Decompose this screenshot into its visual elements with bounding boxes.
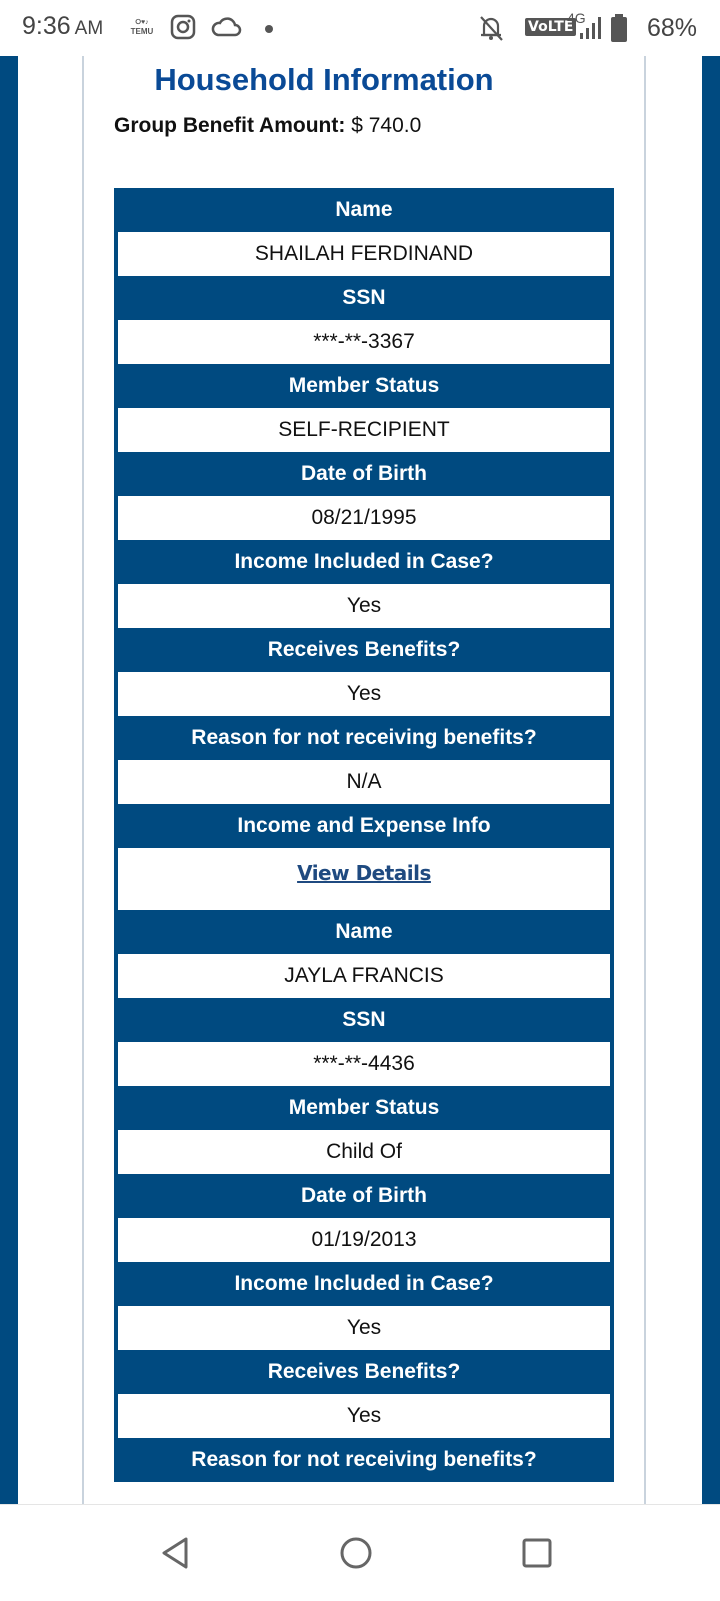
member-status-value: SELF-RECIPIENT: [114, 408, 614, 452]
reason-value: N/A: [114, 760, 614, 804]
cloud-icon: [210, 13, 242, 41]
receives-benefits-header: Receives Benefits?: [114, 628, 614, 672]
group-benefit-value: $ 740.0: [351, 114, 422, 137]
home-circle-icon[interactable]: [338, 1535, 374, 1571]
status-time-value: 9:36: [22, 12, 71, 40]
receives-benefits-value: Yes: [114, 672, 614, 716]
receives-benefits-header: Receives Benefits?: [114, 1350, 614, 1394]
battery-percent: 68%: [647, 14, 698, 42]
content-divider-right: [644, 56, 646, 1504]
group-benefit-label: Group Benefit Amount:: [114, 114, 346, 137]
income-expense-row: [114, 848, 614, 910]
temu-label: TEMU: [130, 27, 154, 36]
member-status-value: Child Of: [114, 1130, 614, 1174]
status-bar: [0, 0, 720, 56]
name-value: SHAILAH FERDINAND: [114, 232, 614, 276]
recents-square-icon[interactable]: [520, 1535, 554, 1571]
income-included-header: Income Included in Case?: [114, 540, 614, 584]
reason-header: Reason for not receiving benefits?: [114, 716, 614, 760]
dob-value: 01/19/2013: [114, 1218, 614, 1262]
signal-icon: [578, 13, 606, 41]
income-included-header: Income Included in Case?: [114, 1262, 614, 1306]
receives-benefits-value: Yes: [114, 1394, 614, 1438]
network-gen-label: 4G: [567, 10, 586, 26]
ssn-value: ***-**-4436: [114, 1042, 614, 1086]
income-included-value: Yes: [114, 584, 614, 628]
mute-bell-icon: [478, 13, 504, 43]
left-page-border: [0, 56, 18, 1504]
back-triangle-icon[interactable]: [158, 1535, 192, 1571]
name-header: Name: [114, 188, 614, 232]
volte-badge: VoLTE: [525, 18, 576, 36]
status-time-ampm: AM: [74, 18, 104, 39]
right-page-border: [702, 56, 720, 1504]
status-time: [22, 12, 103, 41]
name-value: JAYLA FRANCIS: [114, 954, 614, 998]
temu-notification-icon: ⭘♥♪ TEMU: [124, 18, 160, 38]
income-expense-header: Income and Expense Info: [114, 804, 614, 848]
content-divider-left: [82, 56, 84, 1504]
name-header: Name: [114, 910, 614, 954]
ssn-header: SSN: [114, 276, 614, 320]
instagram-icon: [170, 13, 196, 41]
household-table: [114, 188, 614, 1482]
income-included-value: Yes: [114, 1306, 614, 1350]
battery-icon: [610, 13, 628, 43]
dob-header: Date of Birth: [114, 1174, 614, 1218]
member-status-header: Member Status: [114, 364, 614, 408]
reason-header: Reason for not receiving benefits?: [114, 1438, 614, 1482]
dob-value: 08/21/1995: [114, 496, 614, 540]
dob-header: Date of Birth: [114, 452, 614, 496]
page-title: Household Information: [154, 62, 494, 97]
ssn-header: SSN: [114, 998, 614, 1042]
member-status-header: Member Status: [114, 1086, 614, 1130]
ssn-value: ***-**-3367: [114, 320, 614, 364]
notification-dot-icon: [265, 25, 273, 33]
view-details-link[interactable]: View Details: [297, 861, 431, 885]
group-benefit: [114, 114, 421, 138]
navigation-bar: [0, 1504, 720, 1601]
